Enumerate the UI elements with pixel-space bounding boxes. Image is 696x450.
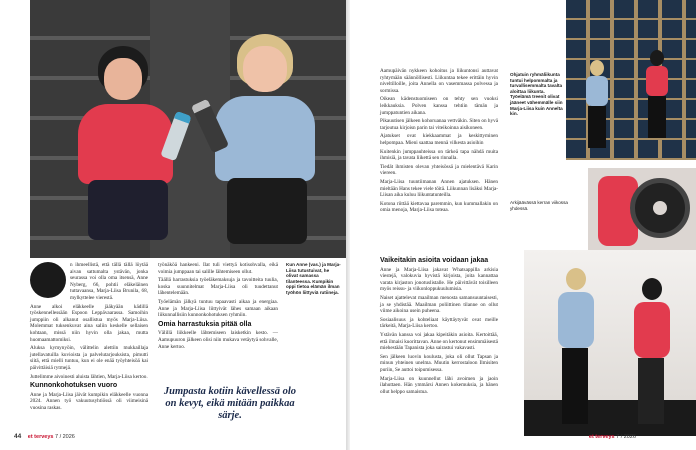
weight-photo-caption: Arkijäävässä kerran viikossa yhdessä.: [510, 200, 568, 211]
gym-photo-caption: Ohjatuin ryhmäliikunta tuntui helpommalta ja turvallisemmalta tavalta aloittaa liikunta. Työelämä treenit olivat jääneet vähemmälle siin Marja-Liisa kuin Annelta kin.: [510, 72, 563, 117]
weight-plate-icon: [630, 178, 690, 238]
woman-face: [104, 58, 142, 100]
paragraph: Marja-Liisa tuuntiimanan Annen ajatuksen. Hänen mieltään Hans tekee viele töitä. Liikunnan lisäksi Marja-Liisan aika kuluu liikuntatunteilla.: [380, 178, 498, 199]
hero-photo: [30, 0, 346, 258]
paragraph: Anne alkoi eläkkeelle jääkyään kädillä työskennellessään Espoon Leppävaarassa. Samoihin jumppiin oli alkanut osallistua myös Marja-Liisa. Molemmat tuksenkuvat aina saliin keskelle sellaisen kohtaan, missä niin hyvin olla jakaa, mutta huomaamattomiksi.: [30, 303, 148, 343]
head: [642, 278, 662, 300]
paragraph: Oikean kädenstuomiseen on tehty sen vuoksi leikkauksia. Polven kanssa tehtiin tämän ja jumppatuntien aikana.: [380, 96, 498, 116]
hero-caption: Kun Anne (vas.) ja Marja-Liisa tutustuivat, he olivat samassa tilanteessa. Kumpikin oppi tietoa elämän ilman työhön liittyviä rutiineja.: [286, 262, 341, 295]
plate-hole: [653, 201, 667, 215]
woman-blue-shirt: [205, 30, 325, 255]
woman-red-shirt: [644, 50, 670, 140]
paragraph: Aamupäivän nykkeen kohoitus ja liikuntonsi auttavat ryhtymään säännöllisesti. Liikuntaa tekee erittäin hyvin niveltilloille, joita Annella on vasemmassa polvessa ja sormissa.: [380, 68, 498, 94]
woman-blue-shirt: [552, 268, 598, 428]
paragraph: Työelämän jälkyä tuntuu tapaavasti aikaa ja energiaa. Anne ja Marja-Liisa liittyivät lähes samaan aikaan liikunnallisiin kunnonkohotuksen ryhmiin.: [158, 298, 278, 319]
legs: [648, 96, 666, 138]
article-column-1: [30, 262, 148, 413]
weight-plate-photo: [588, 168, 696, 250]
paragraph: Marja-Liisa on kuunnellut lähi avoimen ja jaoin ilahuttaen. Hän ymmärsi Annen kokemuksia, ja hänen ollut helppo samaistua.: [380, 375, 498, 395]
paragraph: Aluksa kymynyöin, välittelin alettiin mukkaillaja jutellavatuilla kuvioista ja palvelutarjouksista, pimutti siitä, että mielli tuntuu, kun ei ole enää työyhteisöä kai päivittäisiä rytmejä.: [30, 345, 148, 371]
footer-left: [14, 433, 75, 440]
issue-number: 7 / 2026: [616, 434, 636, 440]
right-page: [350, 0, 696, 450]
brand-logo: et terveys: [27, 434, 54, 440]
torso: [634, 302, 670, 358]
paragraph: Ystävän kanssa voi jakaa kipeitäkin asioita. Kertoittää, että ilmaisi kuorittavan. Anne on kertonut ensimmäisestä miehestään Tapanista joka sairastui vakavasti.: [380, 331, 498, 352]
head: [650, 50, 664, 66]
legs: [638, 358, 664, 424]
paragraph: Pikauutisen jälkeen kohoruanaa vettväkin. Siten on hyvä tarjoutua kirjoisn parin tai viteikoinna aisikoneen.: [380, 118, 498, 131]
head: [566, 268, 586, 290]
torso: [646, 66, 668, 96]
issue-number: 7 / 2026: [54, 434, 75, 440]
subheading: Kunnonkohotuksen vuoro: [30, 382, 118, 390]
paragraph: Anne ja Marja-Liisa jäivät kumpikin eläkkeelle vuonna 2024. Annen työ vakuutusyhtiössä oli viimeisinä vuosina raskas.: [30, 391, 148, 411]
woman-red-top: [78, 104, 173, 184]
subheading: Omia harrastuksia pitää olla: [158, 320, 252, 328]
brand-logo: et terveys: [588, 434, 615, 440]
paragraph: n ihmeellistä, että tällä tällä löytää aivan sattumalta ystävän, jonka seurassa voi olla oma itsensä, Anne Nyberg, 66, pohtii eläkeläinen tuttavaansa, Marja-Liisa Brunila, 68, mylkyttelee vierestä.: [70, 262, 148, 301]
head: [590, 60, 604, 76]
gym-photo: [566, 0, 696, 160]
woman-red-shirt: [70, 40, 180, 255]
article-column-4: [380, 255, 498, 397]
paragraph: Täällä harrastuksia työeläkemaksuja ja tavoitteita tuulia, koska suunnitelmat Marja-Liisa oli tuudettanut lähentelemään.: [158, 277, 278, 297]
paragraph: Kotona riittää kiettavaa paremmin, kun kummallakin on omia menoja, Marja-Liisa toteaa.: [380, 200, 498, 214]
paragraph: Tiedät ihmisten olevan yhteisössä ja mielentävä Karin viereen.: [380, 163, 498, 177]
woman-legs: [227, 178, 307, 244]
paragraph: Välillä liikkeelle lähtemiseen laisketkin kesto. — Aamupuuron jälkeen olisi niin mukava vetäytyä sohvalle, Anne kertoo.: [158, 330, 278, 350]
pull-quote: Jumpasta kotiin kävellessä olo on kevyt, eikä mitään paikkaa särje.: [163, 386, 297, 421]
legs: [562, 348, 588, 424]
woman-red-shirt: [628, 278, 674, 428]
paragraph: Naiset ajattelevat maailman menosta samansuuntaisesti, ja se yhdistää. Maailman poliittinen tilanne on ollut viime aikoina usein puheena.: [380, 294, 498, 315]
article-column-3: [380, 68, 498, 216]
paragraph: Juttelimme aivoinesti aluista lähtien, Marja-Liisa kertoo.: [30, 373, 148, 380]
page-number: 44: [14, 433, 22, 440]
woman-legs: [88, 180, 168, 240]
subheading: Vaikeitakin asioita voidaan jakaa: [380, 257, 489, 264]
torso: [558, 292, 594, 348]
woman-blue-top: [215, 96, 315, 181]
paragraph: Ajatukset ovat kiekkaammat ja keskittyminen helpompaa. Mieni saattaa mennä vilkesta asioihin: [380, 133, 498, 146]
paragraph: Sen jälkeen luovin koulusta, joka oli ollut Tapsan ja minun yhteinen unelma. Muutin kerrostaloon Ilmisiten puriin, Se auttoi toipumisessa.: [380, 353, 498, 373]
torso: [586, 76, 608, 106]
walking-photo: [524, 250, 696, 436]
woman-blue-shirt: [584, 60, 610, 150]
left-page: [0, 0, 346, 450]
paragraph: Anne ja Marja-Liisa jakavat Whatsappilla arkisia viestejä, valokuvia hyvistä kirjoista, joita kannattaa varata kirjaston jonotuslistalle. He päivittävät toisilleen myös reissu- ja viikonloppukuulumisia.: [380, 266, 498, 293]
legs: [588, 106, 606, 148]
paragraph: Sosiaalisuus ja kohteliaat käyttäytyvät ovat meille tärkeitä, Marja-Liisa kertoo.: [380, 316, 498, 330]
dropcap-o-icon: [30, 262, 66, 298]
article-column-2: [158, 262, 278, 352]
paragraph: työnäköä hankeeni. Ilat tuli viettyä kotisohvalla, eikä voimia jumppaan tai salille lähtemiseen ollut.: [158, 262, 278, 275]
paragraph: Kuitenkin jumppauhteissa on tärkeä tapa nähdä muita ihmisiä, ja tavata liikettä sen rinnalla.: [380, 148, 498, 162]
footer-right: [589, 434, 636, 440]
woman-face: [243, 46, 287, 92]
